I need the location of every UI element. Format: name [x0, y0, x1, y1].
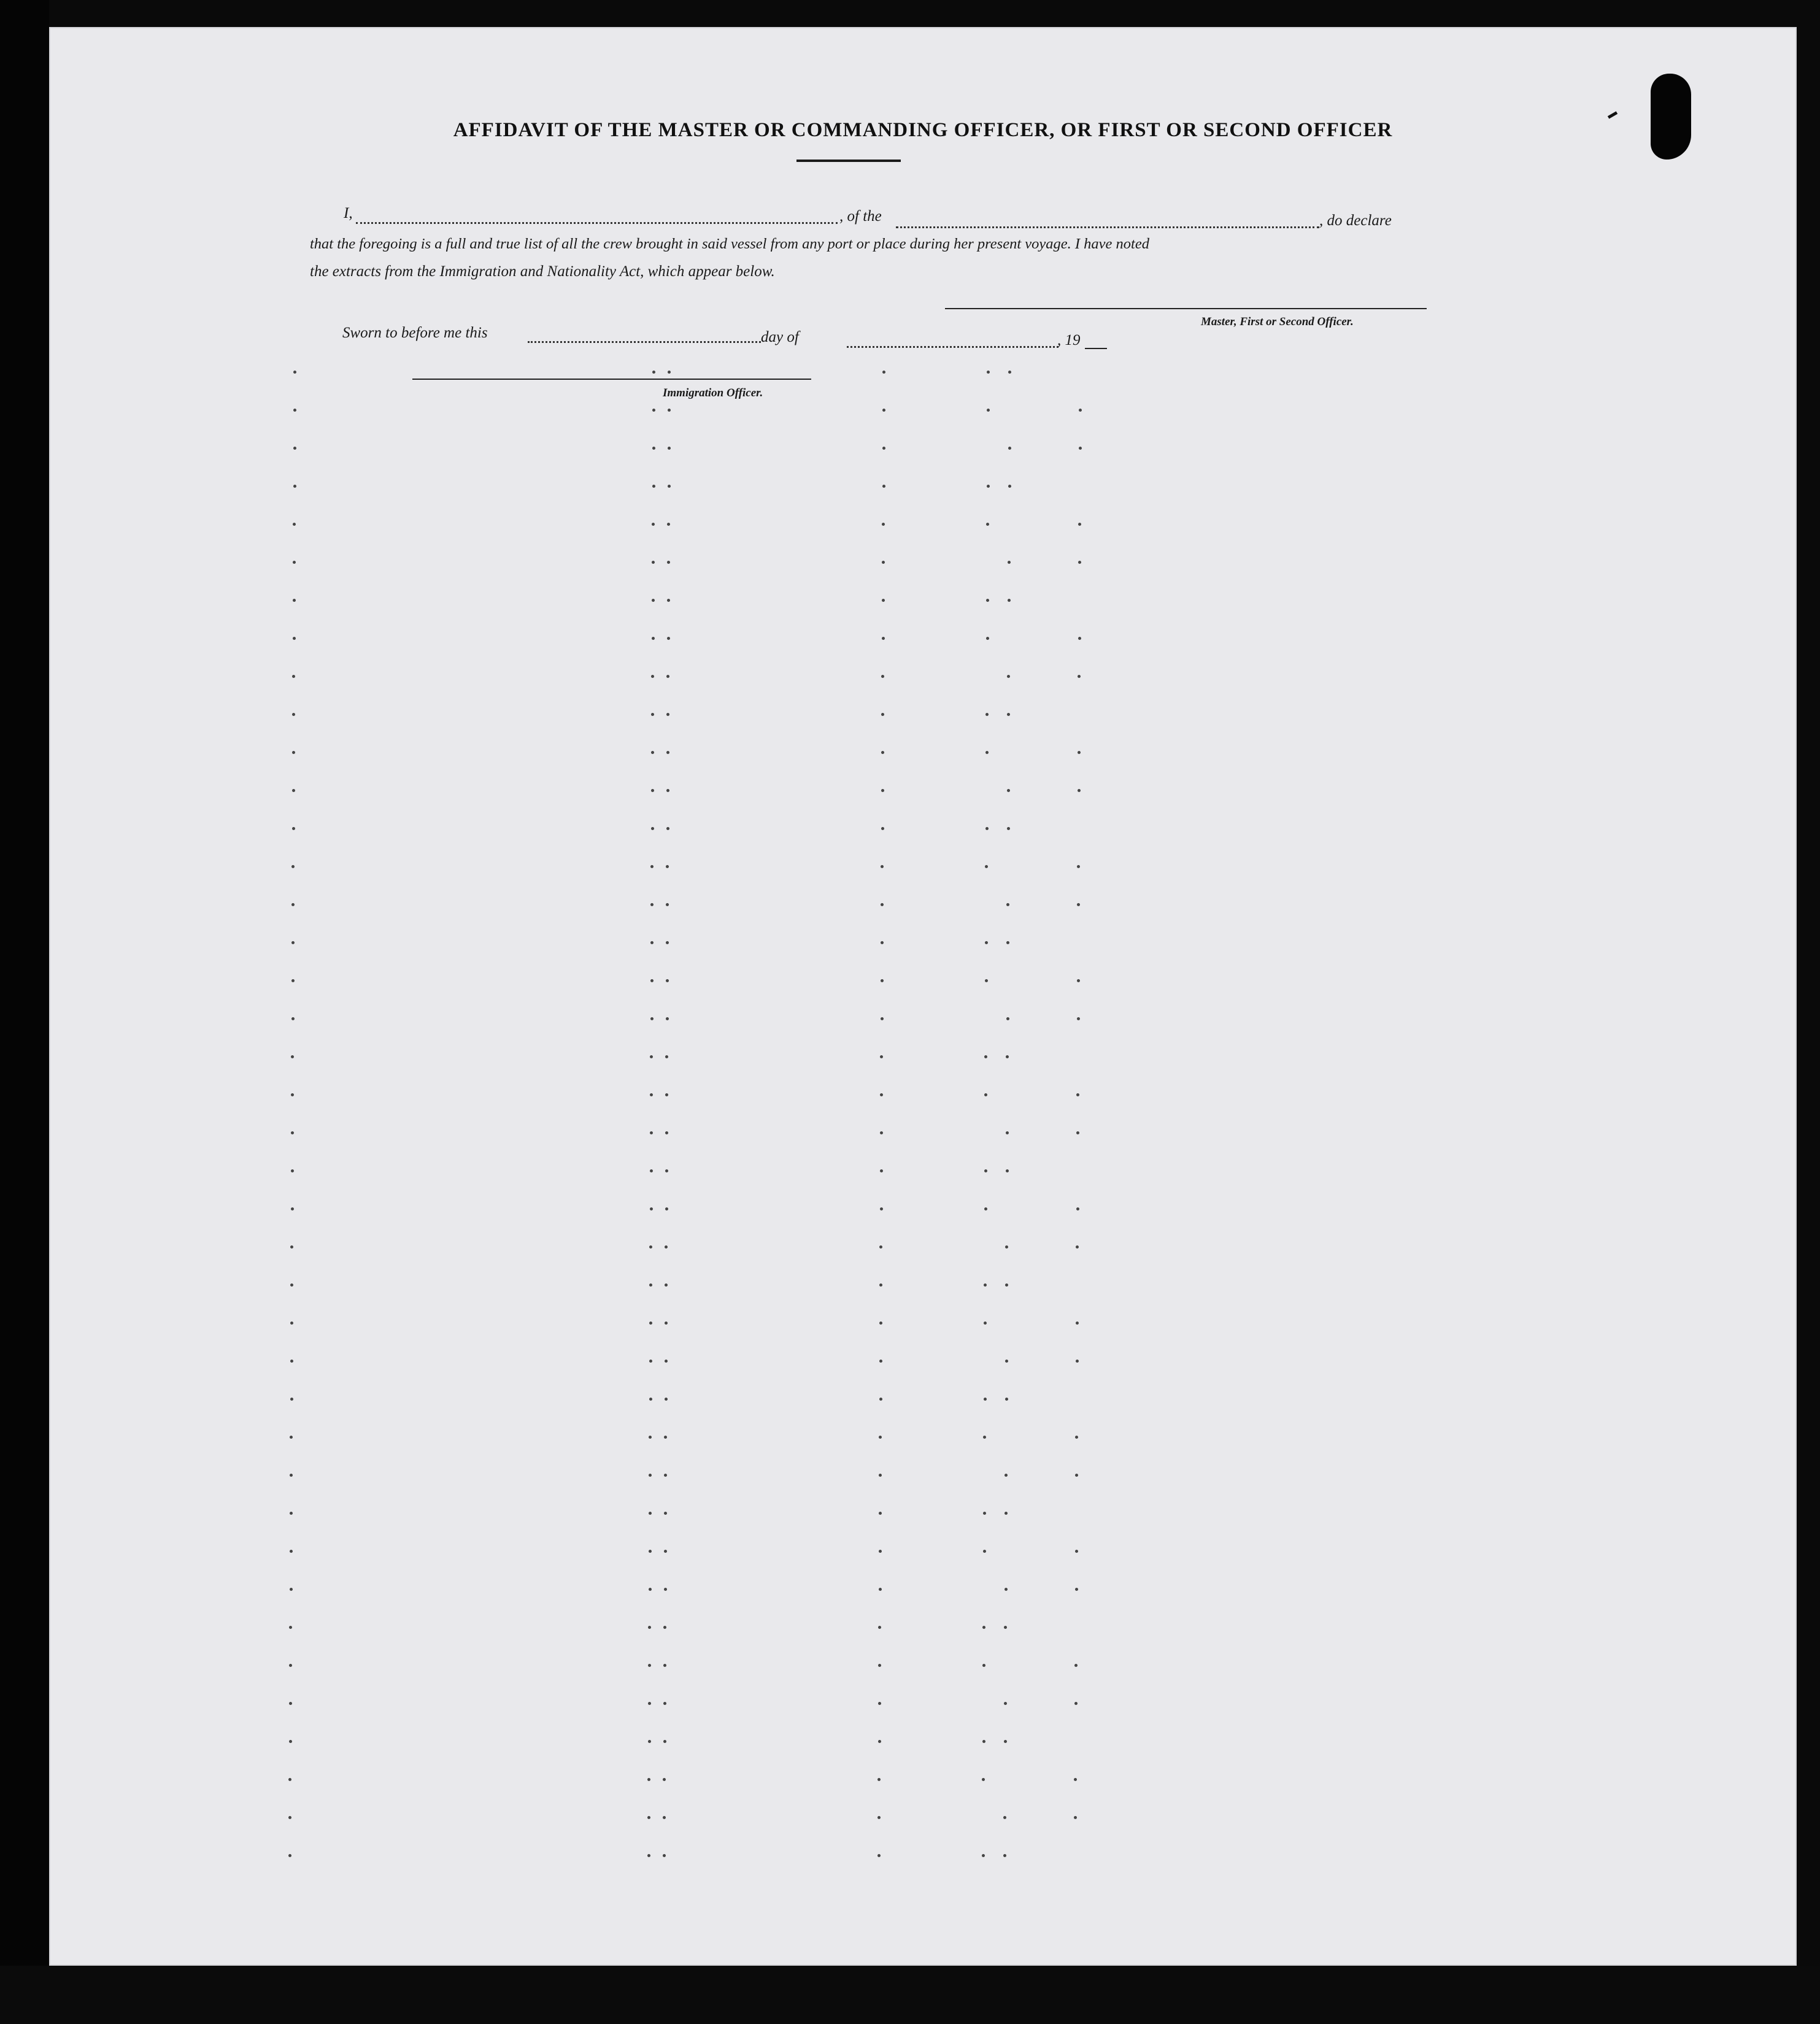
scan-dot	[650, 1169, 653, 1172]
scan-dot	[668, 409, 671, 412]
scan-dot	[1075, 1474, 1078, 1477]
sworn-month-blank[interactable]	[847, 346, 1058, 348]
scan-dot	[1005, 1245, 1008, 1249]
scan-dot	[649, 1283, 652, 1287]
scan-dot	[650, 1093, 653, 1096]
year-blank[interactable]	[1085, 348, 1107, 349]
scan-dot	[1078, 523, 1081, 526]
scan-dot	[666, 675, 669, 678]
scan-dot	[881, 979, 884, 982]
scan-dot	[292, 827, 295, 830]
scan-dot	[985, 751, 989, 754]
scan-dot	[668, 485, 671, 488]
scan-dot	[984, 1207, 987, 1210]
scan-dot	[982, 1664, 985, 1667]
scan-dot	[665, 1245, 668, 1249]
scan-dot	[982, 1854, 985, 1857]
scan-dot	[1008, 371, 1011, 374]
scan-dot	[1007, 675, 1010, 678]
scan-dot	[1005, 1398, 1008, 1401]
scan-dot	[984, 1398, 987, 1401]
scan-dot	[1076, 1322, 1079, 1325]
scan-dot	[291, 1207, 294, 1210]
sworn-day-blank[interactable]	[528, 341, 761, 343]
scan-dot	[293, 637, 296, 640]
scan-dot	[667, 561, 670, 564]
scan-dot	[663, 1702, 666, 1705]
scan-dot	[1007, 789, 1010, 792]
scan-dot	[650, 1055, 653, 1058]
master-signature-line[interactable]	[945, 308, 1427, 309]
scan-dot	[1077, 903, 1080, 906]
scan-dot	[665, 1322, 668, 1325]
scan-dot	[290, 1436, 293, 1439]
scan-dot	[882, 561, 885, 564]
scan-dot	[1076, 1131, 1079, 1134]
scan-dot	[665, 1360, 668, 1363]
affidavit-title: AFFIDAVIT OF THE MASTER OR COMMANDING OFFICER, OR FIRST OR SECOND OFFICER	[453, 119, 1393, 141]
scan-dot	[652, 371, 655, 374]
scan-dot	[1079, 447, 1082, 450]
scan-dot	[982, 1740, 985, 1743]
scan-dot	[984, 1169, 987, 1172]
scan-dot	[879, 1322, 882, 1325]
scan-dot	[1077, 1017, 1080, 1020]
scan-dot	[1075, 1550, 1078, 1553]
scan-dot	[1078, 675, 1081, 678]
scan-dot	[882, 523, 885, 526]
scan-dot	[652, 447, 655, 450]
scan-dot	[882, 637, 885, 640]
scan-dot	[881, 789, 884, 792]
scan-dot	[666, 1017, 669, 1020]
scan-dot	[881, 675, 884, 678]
scan-dot	[879, 1588, 882, 1591]
scan-dot	[291, 941, 295, 944]
scan-dot	[1074, 1816, 1077, 1819]
scan-dot	[879, 1550, 882, 1553]
scan-dot	[648, 1626, 651, 1629]
scan-dot	[1008, 599, 1011, 602]
scan-dot	[291, 1017, 295, 1020]
scan-dot	[1004, 1588, 1008, 1591]
scan-dot	[650, 941, 654, 944]
scan-dot	[647, 1778, 650, 1781]
scan-dot	[666, 827, 669, 830]
scan-dot	[649, 1360, 652, 1363]
scan-dot	[648, 1664, 651, 1667]
scan-dot	[288, 1816, 291, 1819]
scan-dot	[651, 713, 654, 716]
scan-dot	[1074, 1702, 1078, 1705]
scan-dot	[1006, 1017, 1009, 1020]
scan-dot	[650, 903, 654, 906]
scan-dot	[1008, 447, 1011, 450]
scan-dot	[987, 371, 990, 374]
scan-dot	[881, 1017, 884, 1020]
scan-dot	[667, 637, 670, 640]
scan-dot	[1005, 1360, 1008, 1363]
scan-dot	[291, 1055, 294, 1058]
scan-dot	[651, 827, 654, 830]
scan-dot	[666, 979, 669, 982]
scan-dot	[649, 1588, 652, 1591]
scan-dot	[879, 1360, 882, 1363]
scan-dot	[665, 1207, 668, 1210]
scan-dot	[986, 637, 989, 640]
scan-dot	[983, 1436, 986, 1439]
scan-dot	[288, 1854, 291, 1857]
scan-dot	[668, 371, 671, 374]
scan-dot	[666, 941, 669, 944]
scan-dot	[880, 1169, 883, 1172]
scan-dot	[984, 1055, 987, 1058]
scan-border-left	[0, 0, 49, 2024]
scan-dot	[289, 1626, 292, 1629]
master-signature-caption: Master, First or Second Officer.	[1201, 315, 1354, 328]
scan-dot	[879, 1512, 882, 1515]
scan-dot	[648, 1702, 651, 1705]
scan-dot	[882, 447, 885, 450]
scan-dot	[667, 523, 670, 526]
scan-dot	[1006, 1055, 1009, 1058]
scan-dot	[1006, 1169, 1009, 1172]
scan-dot	[649, 1245, 652, 1249]
scan-dot	[665, 1055, 668, 1058]
scan-dot	[666, 903, 669, 906]
scan-dot	[649, 1436, 652, 1439]
scan-dot	[651, 789, 654, 792]
scan-dot	[664, 1474, 667, 1477]
scan-dot	[290, 1245, 293, 1249]
scan-dot	[985, 865, 988, 868]
scan-dot	[878, 1626, 881, 1629]
scan-dot	[663, 1740, 666, 1743]
scan-dot	[293, 523, 296, 526]
day-of-text: day of	[761, 329, 799, 345]
scan-dot	[986, 599, 989, 602]
scan-dot	[663, 1854, 666, 1857]
scan-border-bottom	[0, 1966, 1820, 2024]
scan-dot	[292, 675, 295, 678]
scan-dot	[879, 1398, 882, 1401]
scan-dot	[881, 903, 884, 906]
scan-dot	[293, 409, 296, 412]
declaration-line-2: that the foregoing is a full and true list of all the crew brought in said vessel from any port or place during her present voyage. I have noted	[310, 236, 1149, 252]
scan-dot	[648, 1740, 651, 1743]
scan-dot	[289, 1702, 292, 1705]
scan-dot	[879, 1283, 882, 1287]
scan-dot	[663, 1626, 666, 1629]
scan-dot	[664, 1550, 667, 1553]
scan-dot	[982, 1626, 985, 1629]
sworn-prefix: Sworn to before me this	[342, 325, 488, 341]
scan-dot	[293, 599, 296, 602]
scan-dot	[668, 447, 671, 450]
affidavit-page	[49, 27, 1797, 1966]
scan-dot	[650, 865, 654, 868]
scan-dot	[1004, 1512, 1008, 1515]
scan-dot	[289, 1740, 292, 1743]
scan-dot	[650, 1207, 653, 1210]
scan-dot	[983, 1550, 986, 1553]
scan-dot	[1004, 1474, 1008, 1477]
scan-dot	[881, 827, 884, 830]
scan-dot	[877, 1816, 881, 1819]
scan-dot	[1003, 1854, 1006, 1857]
scan-dot	[291, 1093, 294, 1096]
scan-dot	[289, 1664, 292, 1667]
scan-dot	[879, 1245, 882, 1249]
scan-dot	[1076, 1360, 1079, 1363]
scan-dot	[663, 1816, 666, 1819]
immigration-officer-line[interactable]	[412, 379, 811, 380]
scan-dot	[1006, 941, 1009, 944]
scan-dot	[291, 903, 295, 906]
scan-dot	[1077, 865, 1080, 868]
do-declare-text: , do declare	[1319, 212, 1392, 229]
scan-dot	[290, 1512, 293, 1515]
scan-dot	[652, 561, 655, 564]
scan-dot	[665, 1283, 668, 1287]
scan-dot	[983, 1512, 986, 1515]
scan-dot	[652, 485, 655, 488]
scan-dot	[982, 1778, 985, 1781]
scan-dot	[1005, 1283, 1008, 1287]
scan-dot	[649, 1512, 652, 1515]
scan-dot	[650, 979, 654, 982]
scan-dot	[984, 1283, 987, 1287]
scan-dot	[665, 1093, 668, 1096]
scan-dot	[665, 1169, 668, 1172]
scan-dot	[881, 751, 884, 754]
scan-dot	[649, 1398, 652, 1401]
scan-dot	[880, 1131, 883, 1134]
scan-dot	[290, 1474, 293, 1477]
year-prefix-text: , 19	[1057, 332, 1081, 348]
scan-dot	[666, 751, 669, 754]
scan-dot	[649, 1322, 652, 1325]
title-underline	[796, 160, 901, 162]
scan-dot	[985, 827, 989, 830]
scan-dot	[1075, 1588, 1078, 1591]
scan-dot	[882, 485, 885, 488]
scan-dot	[647, 1816, 650, 1819]
scan-dot	[879, 1436, 882, 1439]
scan-dot	[1008, 561, 1011, 564]
scan-dot	[1078, 789, 1081, 792]
scan-dot	[1077, 979, 1080, 982]
scan-dot	[984, 1093, 987, 1096]
scan-dot	[292, 751, 295, 754]
scan-dot	[1004, 1702, 1007, 1705]
scan-dot	[663, 1664, 666, 1667]
scan-dot	[1004, 1740, 1007, 1743]
scan-dot	[1078, 637, 1081, 640]
vessel-blank[interactable]	[896, 226, 1319, 228]
scan-dot	[665, 1398, 668, 1401]
scan-dot	[651, 675, 654, 678]
scan-dot	[666, 713, 669, 716]
scan-dot	[882, 599, 885, 602]
scan-dot	[1008, 485, 1011, 488]
scan-dot	[986, 523, 989, 526]
scan-dot	[652, 599, 655, 602]
scan-dot	[666, 789, 669, 792]
scan-dot	[1007, 827, 1010, 830]
scan-dot	[1076, 1245, 1079, 1249]
scan-dot	[1006, 1131, 1009, 1134]
scan-dot	[290, 1398, 293, 1401]
scan-dot	[878, 1702, 881, 1705]
scan-dot	[663, 1778, 666, 1781]
scan-dot	[291, 1131, 294, 1134]
scan-dot	[652, 637, 655, 640]
scan-dot	[985, 713, 989, 716]
scan-dot	[665, 1131, 668, 1134]
scan-dot	[881, 941, 884, 944]
scan-dot	[1076, 1207, 1079, 1210]
scan-dot	[290, 1283, 293, 1287]
name-blank[interactable]	[356, 222, 838, 224]
scan-dot	[987, 409, 990, 412]
scan-dot	[291, 1169, 294, 1172]
scan-dot	[877, 1778, 881, 1781]
scan-dot	[1074, 1778, 1077, 1781]
scan-dot	[291, 979, 295, 982]
scan-dot	[1006, 903, 1009, 906]
scan-dot	[1076, 1093, 1079, 1096]
scan-dot	[664, 1512, 667, 1515]
scan-dot	[882, 409, 885, 412]
scan-dot	[984, 1322, 987, 1325]
scan-dot	[290, 1360, 293, 1363]
scan-dot	[649, 1550, 652, 1553]
scan-dot	[651, 751, 654, 754]
scan-dot	[290, 1588, 293, 1591]
scan-dot	[879, 1474, 882, 1477]
scan-dot	[880, 1207, 883, 1210]
scan-dot	[1004, 1626, 1007, 1629]
scan-dot	[1075, 1436, 1078, 1439]
scan-dot	[667, 599, 670, 602]
scan-dot	[664, 1436, 667, 1439]
scan-dot	[652, 409, 655, 412]
scan-dot	[1079, 409, 1082, 412]
scan-dot	[1074, 1664, 1078, 1667]
scan-dot	[985, 941, 988, 944]
scan-dot	[1007, 713, 1010, 716]
scan-dot	[650, 1017, 654, 1020]
ink-blot	[1651, 74, 1691, 160]
scan-dot	[291, 865, 295, 868]
scan-dot	[650, 1131, 653, 1134]
scan-dot	[881, 713, 884, 716]
declaration-prefix: I,	[344, 205, 353, 221]
scan-dot	[666, 865, 669, 868]
scan-dot	[985, 979, 988, 982]
scan-dot	[882, 371, 885, 374]
scan-dot	[987, 485, 990, 488]
scan-dot	[881, 865, 884, 868]
scan-dot	[1078, 561, 1081, 564]
scan-dot	[293, 561, 296, 564]
scan-dot	[292, 713, 295, 716]
scan-dot	[288, 1778, 291, 1781]
scan-dot	[293, 371, 296, 374]
scan-dot	[878, 1740, 881, 1743]
scan-dot	[1078, 751, 1081, 754]
scan-dot	[649, 1474, 652, 1477]
scan-dot	[880, 1093, 883, 1096]
scan-dot	[290, 1322, 293, 1325]
scan-dot	[293, 485, 296, 488]
scan-dot	[647, 1854, 650, 1857]
scan-dot	[652, 523, 655, 526]
scan-dot	[664, 1588, 667, 1591]
scan-dot	[1003, 1816, 1006, 1819]
declaration-line-3: the extracts from the Immigration and Nationality Act, which appear below.	[310, 263, 775, 280]
immigration-officer-caption: Immigration Officer.	[663, 387, 763, 399]
scan-dot	[292, 789, 295, 792]
scan-dot	[293, 447, 296, 450]
scan-dot	[877, 1854, 881, 1857]
scan-dot	[880, 1055, 883, 1058]
of-the-text: , of the	[839, 208, 882, 225]
scan-dot	[878, 1664, 881, 1667]
scan-dot	[290, 1550, 293, 1553]
